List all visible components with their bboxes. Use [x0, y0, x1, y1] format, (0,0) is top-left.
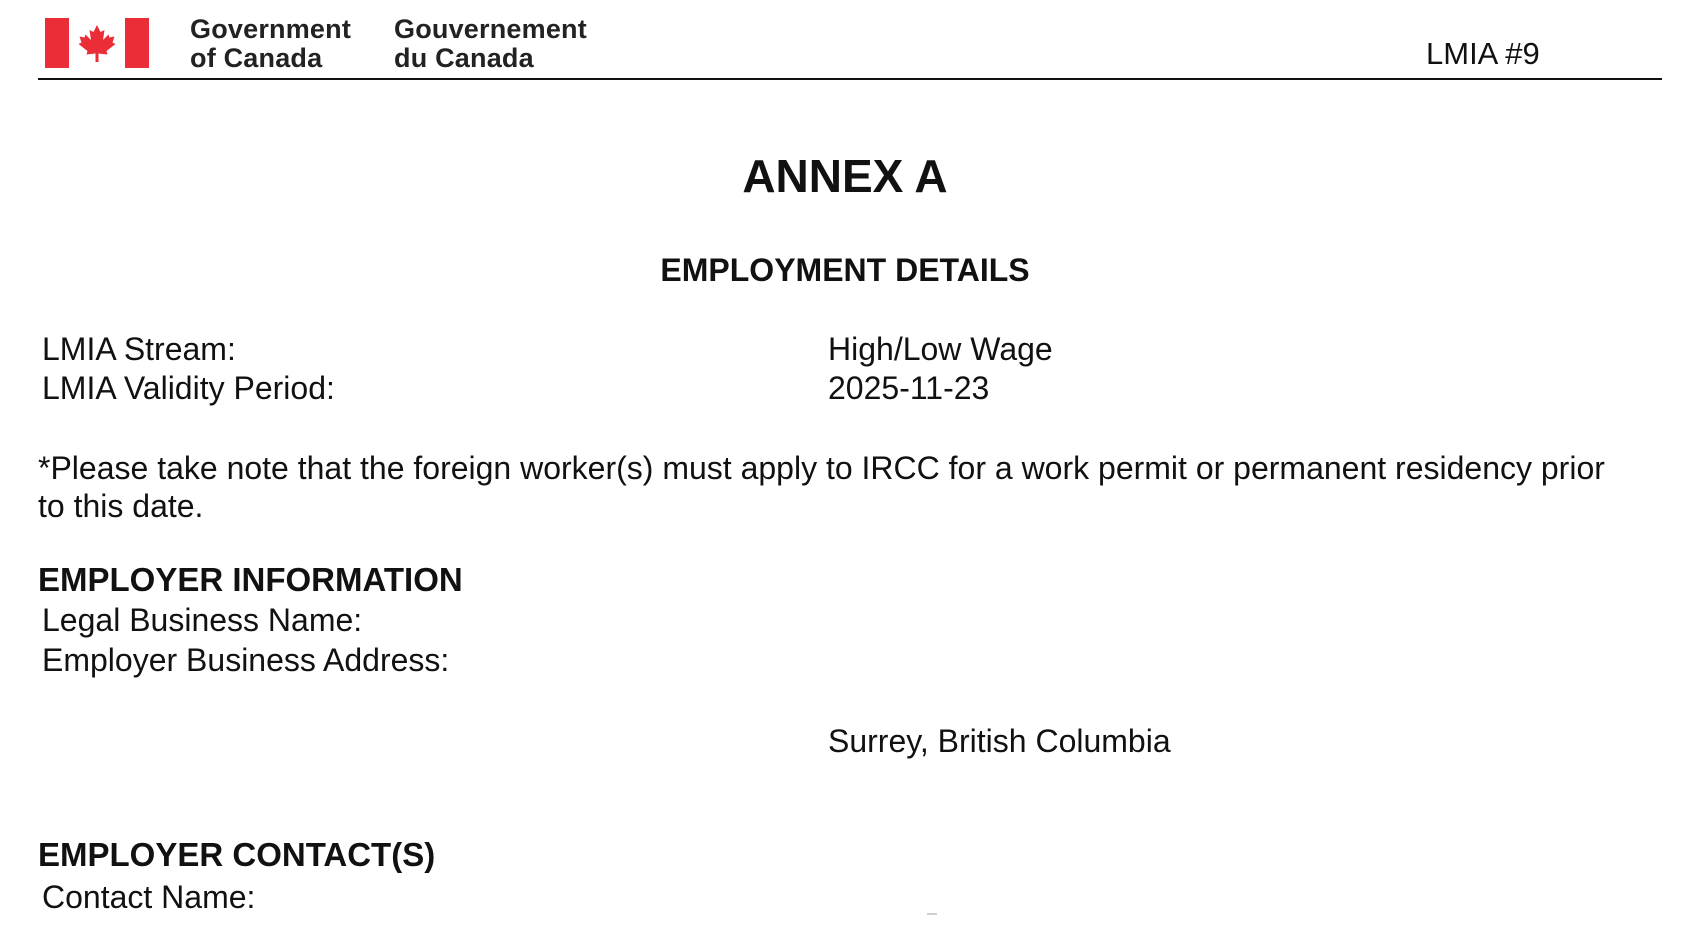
employer-address-label: Employer Business Address:	[42, 642, 450, 678]
employer-contacts-heading: EMPLOYER CONTACT(S)	[38, 836, 436, 873]
lmia-number: LMIA #9	[1426, 36, 1540, 71]
government-of-canada-wordmark-en	[190, 15, 351, 73]
employer-information-heading: EMPLOYER INFORMATION	[38, 561, 463, 598]
employment-details-title: EMPLOYMENT DETAILS	[660, 252, 1030, 288]
canada-flag-icon	[45, 18, 149, 68]
note-line: to this date.	[38, 488, 204, 524]
contact-name-label: Contact Name:	[42, 879, 256, 915]
employer-address-city: Surrey, British Columbia	[828, 723, 1171, 759]
wordmark-line: Government	[190, 14, 352, 44]
lmia-validity-label: LMIA Validity Period:	[42, 370, 335, 406]
lmia-stream-value: High/Low Wage	[828, 331, 1053, 367]
wordmark-line: of Canada	[190, 43, 323, 73]
legal-business-name-label: Legal Business Name:	[42, 602, 363, 638]
header-divider	[38, 78, 1662, 80]
validity-note	[38, 449, 1668, 525]
government-of-canada-wordmark-fr	[394, 15, 587, 73]
wordmark-line: du Canada	[394, 43, 534, 73]
note-line: *Please take note that the foreign worker(s) must apply to IRCC for a work permit or permanent residency prior	[38, 450, 1605, 486]
lmia-stream-label: LMIA Stream:	[42, 331, 236, 367]
scan-artifact	[927, 913, 937, 915]
annex-title: ANNEX A	[742, 150, 948, 202]
lmia-validity-value: 2025-11-23	[828, 370, 990, 406]
wordmark-line: Gouvernement	[394, 14, 587, 44]
